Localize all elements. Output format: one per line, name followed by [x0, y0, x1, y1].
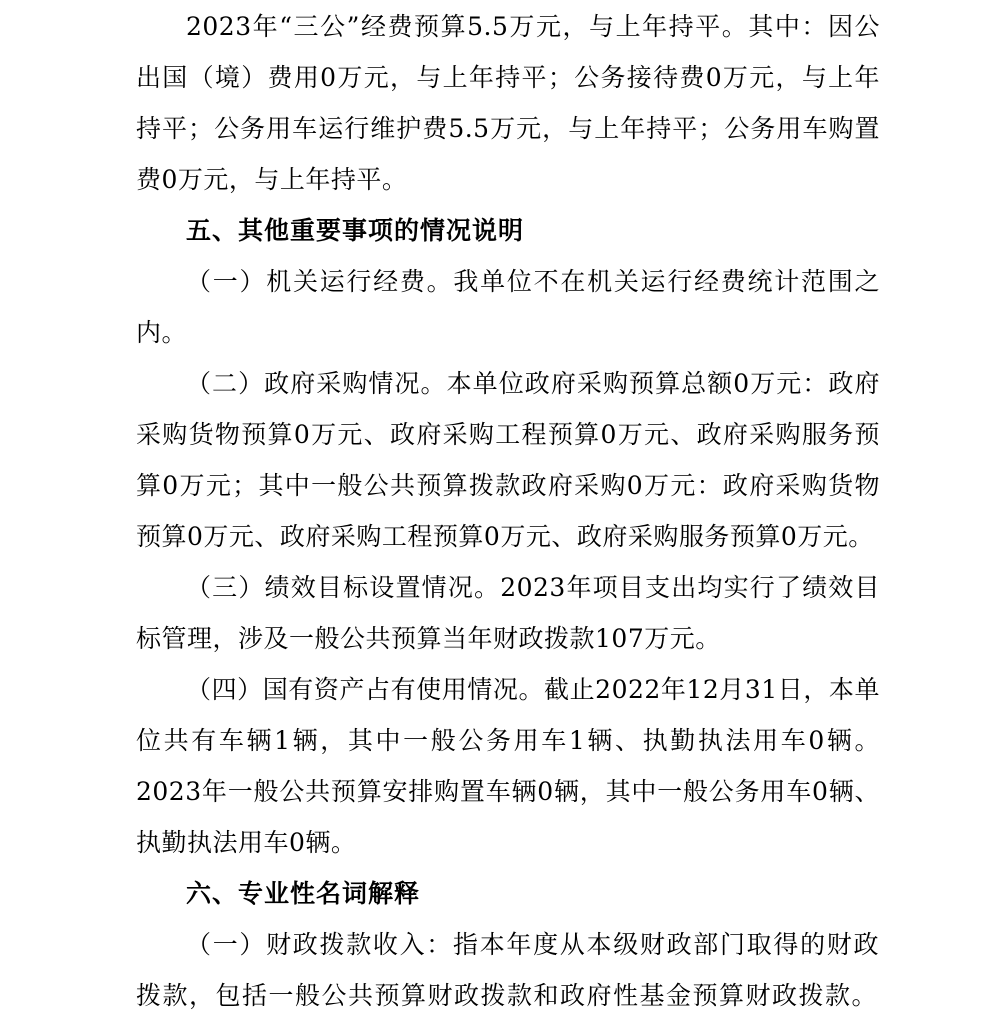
subsection-lead: （四）国有资产占有使用情况。 — [186, 675, 545, 704]
subsection-lead: （二）政府采购情况。 — [186, 369, 447, 398]
paragraph-text: 2023年“三公”经费预算5.5万元，与上年持平。其中：因公出国（境）费用0万元，与上年持平；公务接待费0万元，与上年持平；公务用车运行维护费5.5万元，与上年持平；公务用车购置费0万元，与上年持平。 — [136, 12, 880, 194]
fiscal-appropriation-definition-paragraph — [136, 919, 880, 1021]
three-public-expenses-paragraph — [136, 1, 880, 205]
state-assets-paragraph — [136, 664, 880, 868]
subsection-lead: （三）绩效目标设置情况。 — [186, 573, 501, 602]
procurement-paragraph — [136, 358, 880, 562]
paragraph-text: 2023年项目支出均实行了绩效目标管理，涉及一般公共预算当年财政拨款107万元。 — [136, 573, 880, 653]
subsection-lead: （一）机关运行经费。 — [186, 267, 454, 296]
heading-text: 五、其他重要事项的情况说明 — [186, 216, 525, 245]
section-six-heading — [136, 868, 880, 919]
heading-text: 六、专业性名词解释 — [186, 879, 421, 908]
operating-expenses-paragraph — [136, 256, 880, 358]
performance-goals-paragraph — [136, 562, 880, 664]
paragraph-text: 我单位不在机关运行经费统计范围之内。 — [136, 267, 880, 347]
paragraph-text: 指本年度从本级财政部门取得的财政拨款，包括一般公共预算财政拨款和政府性基金预算财政拨款。 — [136, 930, 880, 1010]
paragraph-text: 本单位政府采购预算总额0万元：政府采购货物预算0万元、政府采购工程预算0万元、政府采购服务预算0万元；其中一般公共预算拨款政府采购0万元：政府采购货物预算0万元、政府采购工程预算0万元、政府采购服务预算0万元。 — [136, 369, 880, 551]
subsection-lead: （一）财政拨款收入： — [186, 930, 453, 959]
document-page — [136, 0, 880, 1021]
paragraph-text: 截止2022年12月31日，本单位共有车辆1辆，其中一般公务用车1辆、执勤执法用车0辆。2023年一般公共预算安排购置车辆0辆，其中一般公务用车0辆、执勤执法用车0辆。 — [136, 675, 880, 857]
section-five-heading — [136, 205, 880, 256]
